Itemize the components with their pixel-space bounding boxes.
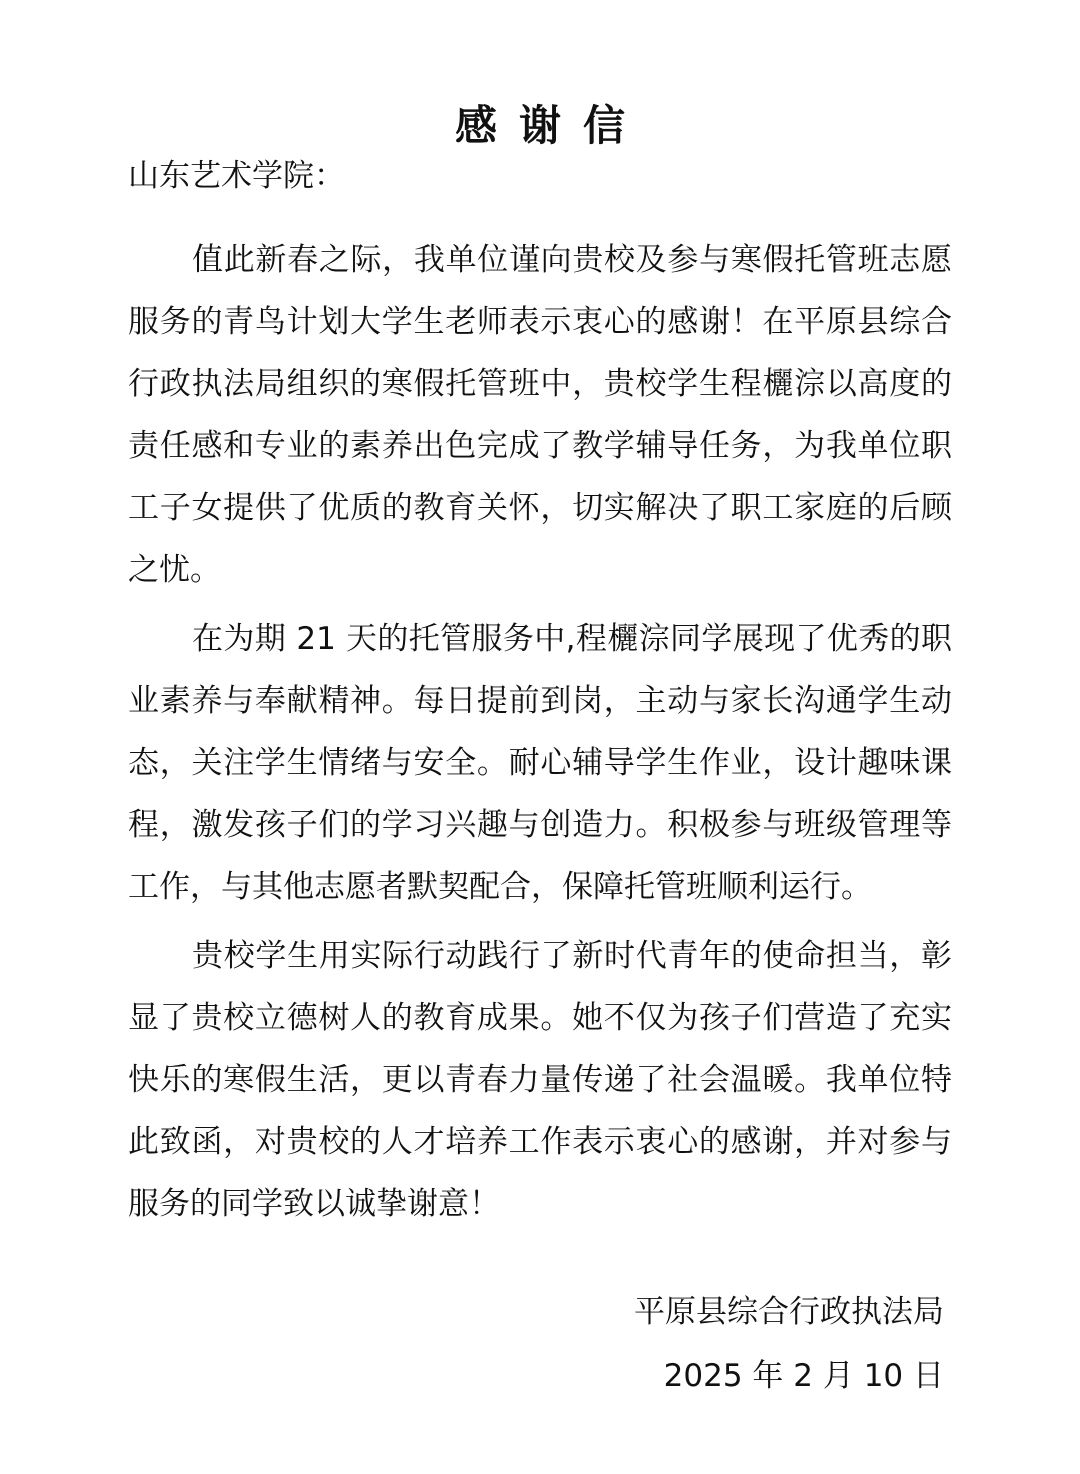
letter-date: 2025 年 2 月 10 日 (663, 1358, 944, 1394)
paragraph-2: 在为期 21 天的托管服务中,程欐淙同学展现了优秀的职业素养与奉献精神。每日提前到岗，主动与家长沟通学生动态，关注学生情绪与安全。耐心辅导学生作业，设计趣味课程，激发孩子们的学习兴趣与创造力。积极参与班级管理等工作，与其他志愿者默契配合，保障托管班顺利运行。 (128, 621, 952, 905)
salutation: 山东艺术学院： (128, 158, 345, 194)
paragraph-3: 贵校学生用实际行动践行了新时代青年的使命担当，彰显了贵校立德树人的教育成果。她不仅为孩子们营造了充实快乐的寒假生活，更以青春力量传递了社会温暖。我单位特此致函，对贵校的人才培养工作表示衷心的感谢，并对参与服务的同学致以诚挚谢意！ (128, 938, 952, 1222)
paragraph-1: 值此新春之际，我单位谨向贵校及参与寒假托管班志愿服务的青鸟计划大学生老师表示衷心的感谢！在平原县综合行政执法局组织的寒假托管班中，贵校学生程欐淙以高度的责任感和专业的素养出色完成了教学辅导任务，为我单位职工子女提供了优质的教育关怀，切实解决了职工家庭的后顾之忧。 (128, 242, 952, 588)
letter-title: 感谢信 (454, 101, 647, 150)
signature-organization: 平原县综合行政执法局 (634, 1294, 944, 1330)
